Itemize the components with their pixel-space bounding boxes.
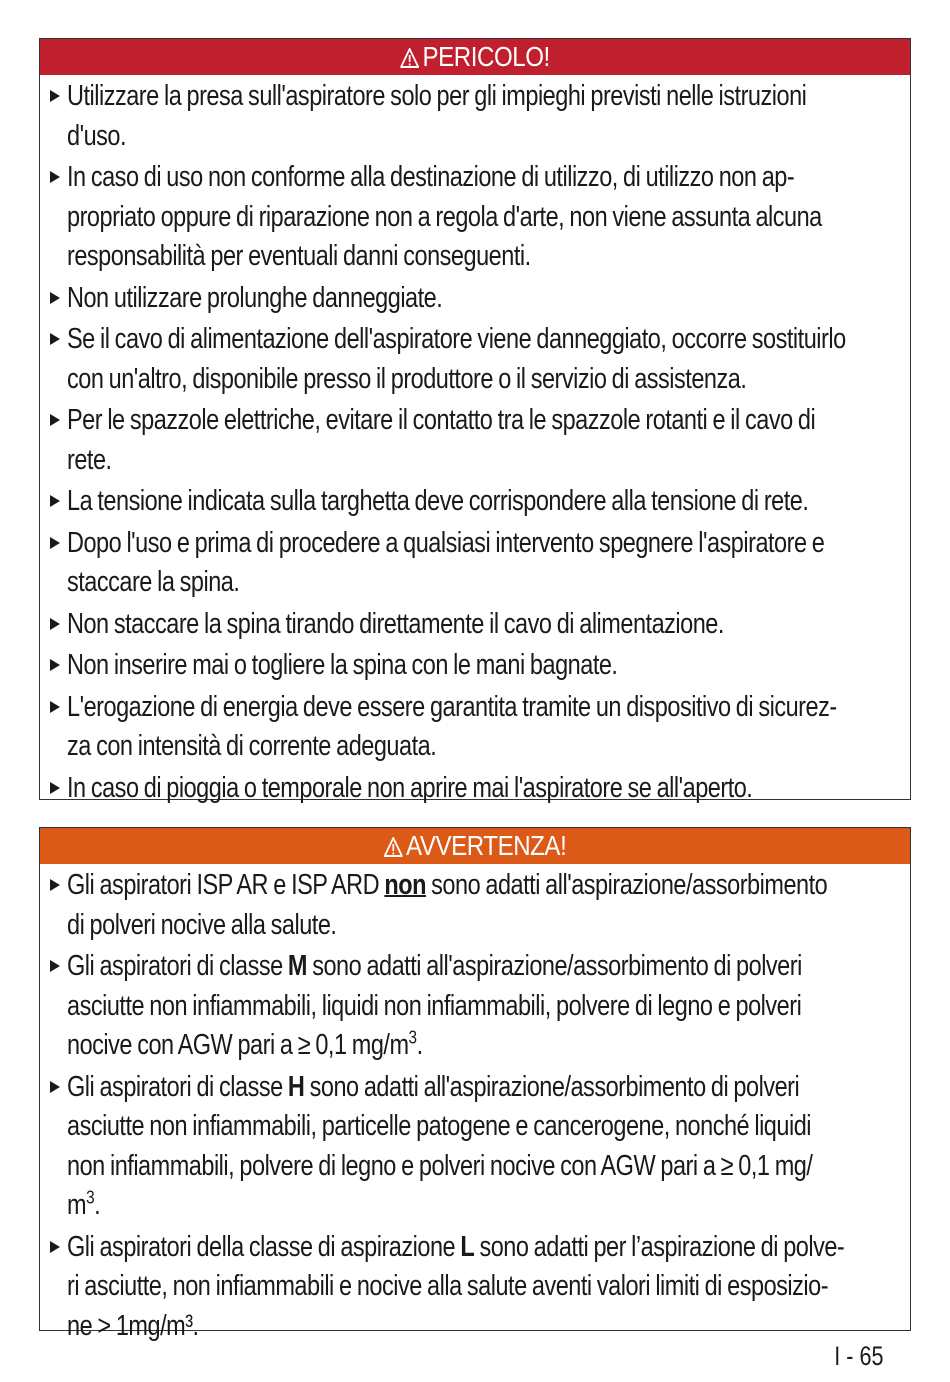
triangle-bullet-icon [50, 171, 60, 183]
list-item: Non utilizzare prolunghe danneggiate. [48, 279, 904, 319]
triangle-bullet-icon [50, 537, 60, 549]
triangle-bullet-icon [50, 879, 60, 891]
warning-list [40, 864, 910, 1346]
triangle-bullet-icon [50, 495, 60, 507]
page-number: I - 65 [834, 1341, 884, 1371]
list-item: Per le spazzole elettriche, evitare il contatto tra le spazzole rotanti e il cavo di rete. [48, 401, 904, 480]
warning-notice [39, 827, 911, 1342]
danger-notice [39, 38, 911, 804]
triangle-bullet-icon [50, 1081, 60, 1093]
warning-header [40, 828, 910, 864]
danger-list [40, 75, 910, 808]
warning-triangle-icon [400, 42, 419, 75]
warning-triangle-icon [384, 831, 403, 864]
triangle-bullet-icon [50, 292, 60, 304]
list-item: La tensione indicata sulla targhetta deve corrispondere alla tensione di rete. [48, 482, 904, 522]
triangle-bullet-icon [50, 414, 60, 426]
list-item: Gli aspiratori di classe H sono adatti all'aspirazione/assorbimento di polveri asciutte non infiammabili, particelle patogene e cancerogene, nonché liquidi non infiammabili, polvere di legno e polveri nocive con AGW pari a ≥ 0,1 mg/ $m^3$. [48, 1068, 904, 1226]
warning-title: AVVERTENZA! [406, 830, 567, 861]
list-item: Utilizzare la presa sull'aspiratore solo per gli impieghi previsti nelle istruzioni d'uso. [48, 77, 904, 156]
triangle-bullet-icon [50, 618, 60, 630]
triangle-bullet-icon [50, 333, 60, 345]
triangle-bullet-icon [50, 782, 60, 794]
triangle-bullet-icon [50, 90, 60, 102]
list-item: Dopo l'uso e prima di procedere a qualsiasi intervento spegnere l'aspiratore e staccare la spina. [48, 524, 904, 603]
list-item: Non inserire mai o togliere la spina con le mani bagnate. [48, 646, 904, 686]
list-item: In caso di pioggia o temporale non aprire mai l'aspiratore se all'aperto. [48, 769, 904, 809]
list-item: L'erogazione di energia deve essere garantita tramite un dispositivo di sicurez- za con intensità di corrente adeguata. [48, 688, 904, 767]
danger-title: PERICOLO! [422, 41, 550, 72]
triangle-bullet-icon [50, 659, 60, 671]
list-item: Gli aspiratori della classe di aspirazione L sono adatti per l’aspirazione di polve- ri asciutte, non infiammabili e nocive alla salute aventi valori limiti di esposizio- ne > 1mg/m³. [48, 1228, 904, 1347]
list-item: Non staccare la spina tirando direttamente il cavo di alimentazione. [48, 605, 904, 645]
list-item: Se il cavo di alimentazione dell'aspiratore viene danneggiato, occorre sostituirlo con un'altro, disponibile presso il produttore o il servizio di assistenza. [48, 320, 904, 399]
triangle-bullet-icon [50, 701, 60, 713]
triangle-bullet-icon [50, 960, 60, 972]
list-item: In caso di uso non conforme alla destinazione di utilizzo, di utilizzo non ap- propriato oppure di riparazione non a regola d'arte, non viene assunta alcuna responsabilità per eventuali danni conseguenti. [48, 158, 904, 277]
triangle-bullet-icon [50, 1241, 60, 1253]
danger-header [40, 39, 910, 75]
list-item: Gli aspiratori di classe M sono adatti all'aspirazione/assorbimento di polveri asciutte non infiammabili, liquidi non infiammabili, polvere di legno e polveri nocive con AGW pari a ≥ 0,1 $mg/m^3$. [48, 947, 904, 1066]
list-item: Gli aspiratori ISP AR e ISP ARD non sono adatti all'aspirazione/assorbimento di polveri nocive alla salute. [48, 866, 904, 945]
